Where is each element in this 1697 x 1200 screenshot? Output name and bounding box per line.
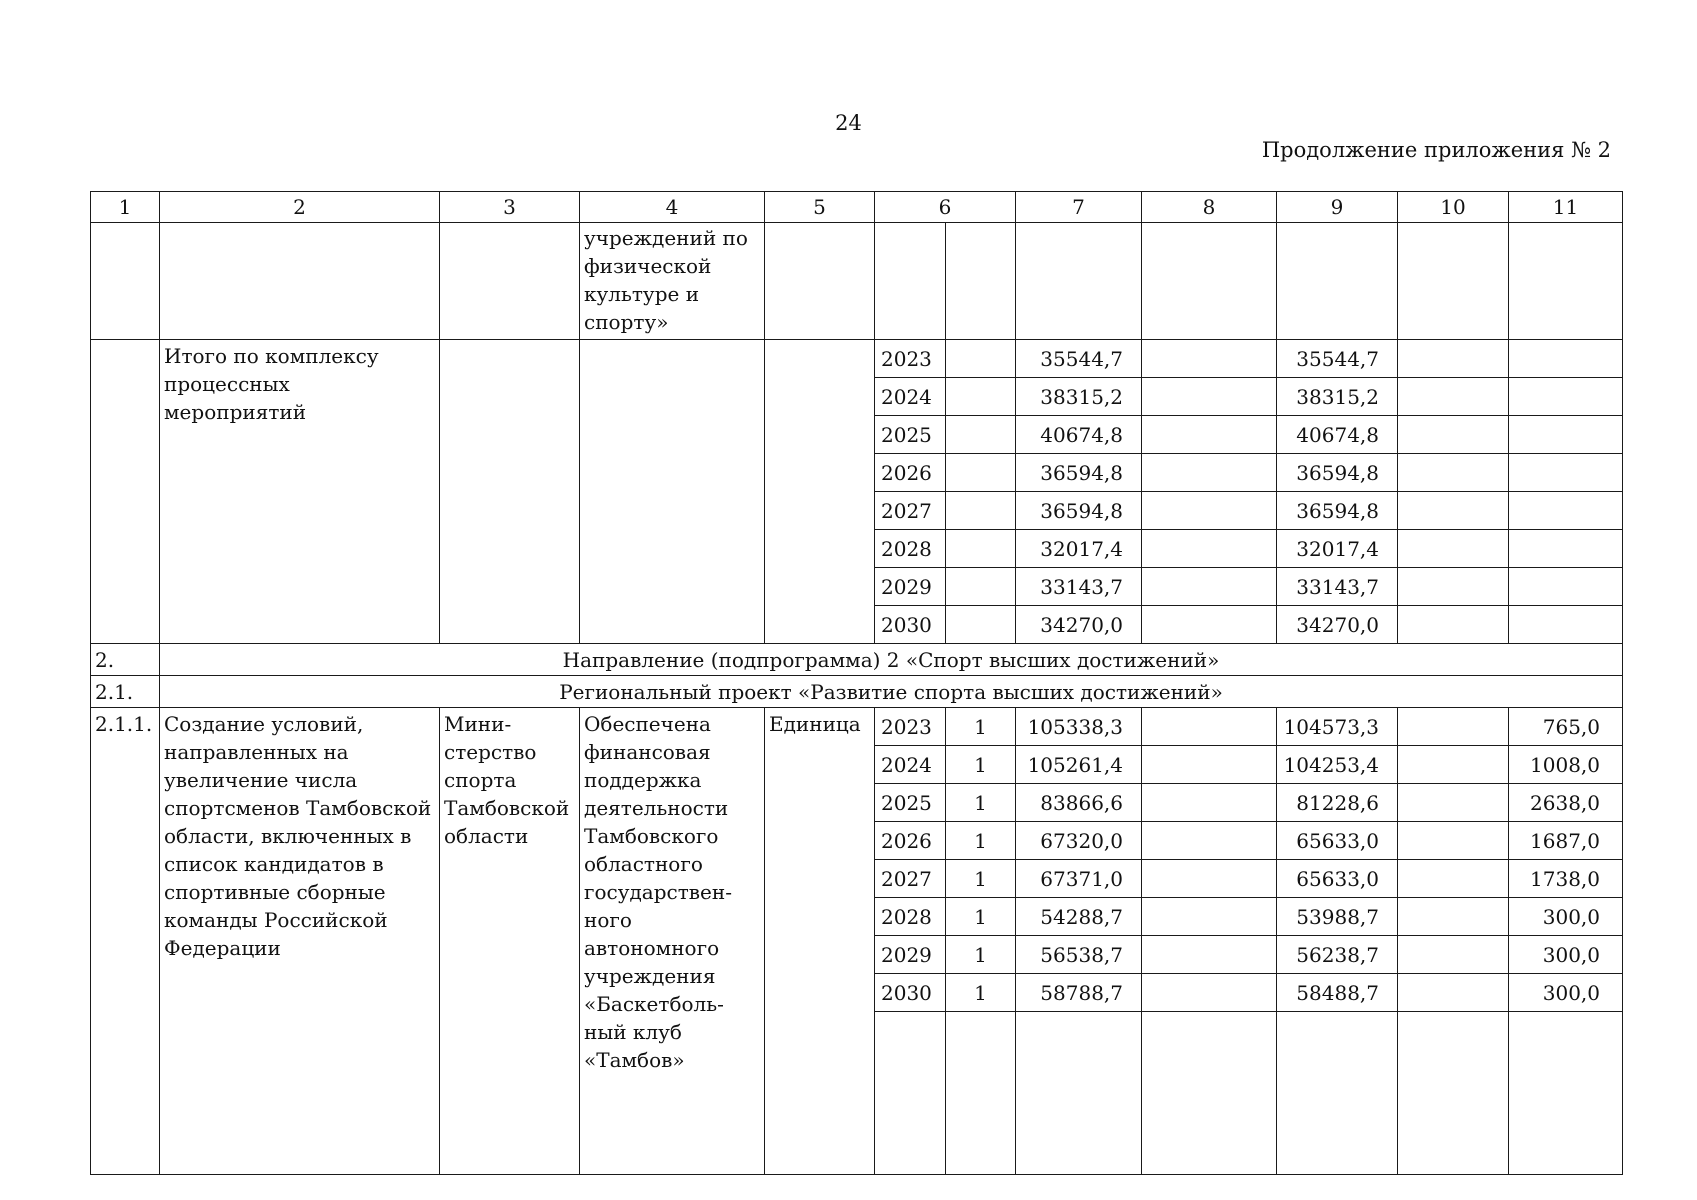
section-row	[91, 676, 1623, 708]
value-cell: 35544,7	[1277, 340, 1398, 378]
value-cell: 300,0	[1509, 974, 1623, 1012]
section-number: 2.1.	[91, 676, 160, 708]
indicator-value: 1	[946, 898, 1016, 936]
value-cell: 40674,8	[1277, 416, 1398, 454]
header-cell: 9	[1277, 192, 1398, 223]
appendix-note: Продолжение приложения № 2	[1261, 138, 1611, 162]
value-cell: 35544,7	[1016, 340, 1142, 378]
indicator-value: 1	[946, 936, 1016, 974]
year-cell: 2025	[875, 784, 946, 822]
page-number: 24	[835, 111, 862, 135]
year-cell: 2025	[875, 416, 946, 454]
value-cell: 104253,4	[1277, 746, 1398, 784]
value-cell: 56238,7	[1277, 936, 1398, 974]
item-executor: Мини-стерство спорта Тамбовской области	[440, 708, 580, 1175]
value-cell: 36594,8	[1016, 454, 1142, 492]
value-cell: 58488,7	[1277, 974, 1398, 1012]
year-cell: 2023	[875, 708, 946, 746]
value-cell: 38315,2	[1016, 378, 1142, 416]
value-cell: 1687,0	[1509, 822, 1623, 860]
value-cell: 36594,8	[1277, 454, 1398, 492]
year-cell: 2026	[875, 454, 946, 492]
value-cell: 300,0	[1509, 898, 1623, 936]
year-cell: 2030	[875, 606, 946, 644]
year-cell: 2028	[875, 530, 946, 568]
year-cell: 2030	[875, 974, 946, 1012]
item-result: Обеспечена финансовая поддержка деятельности Тамбовского областного государствен-ного автономного учреждения «Баскетболь-ный клуб «Тамбов»	[580, 708, 765, 1175]
value-cell: 81228,6	[1277, 784, 1398, 822]
value-cell: 34270,0	[1016, 606, 1142, 644]
item-name: Создание условий, направленных на увеличение числа спортсменов Тамбовской области, включенных в список кандидатов в спортивные сборные команды Российской Федерации	[160, 708, 440, 1175]
year-cell: 2027	[875, 860, 946, 898]
continuation-row	[91, 223, 1623, 340]
header-cell: 2	[160, 192, 440, 223]
header-cell: 3	[440, 192, 580, 223]
value-cell: 56538,7	[1016, 936, 1142, 974]
indicator-value: 1	[946, 746, 1016, 784]
item-number: 2.1.1.	[91, 708, 160, 1175]
total-row	[91, 340, 1623, 378]
value-cell: 54288,7	[1016, 898, 1142, 936]
indicator-value: 1	[946, 822, 1016, 860]
item-unit: Единица	[765, 708, 875, 1175]
section-title: Региональный проект «Развитие спорта высших достижений»	[160, 676, 1623, 708]
value-cell: 36594,8	[1277, 492, 1398, 530]
year-cell: 2026	[875, 822, 946, 860]
year-cell: 2029	[875, 568, 946, 606]
indicator-value: 1	[946, 708, 1016, 746]
year-cell: 2029	[875, 936, 946, 974]
value-cell: 65633,0	[1277, 822, 1398, 860]
section-row	[91, 644, 1623, 676]
value-cell: 765,0	[1509, 708, 1623, 746]
value-cell: 2638,0	[1509, 784, 1623, 822]
budget-table	[90, 191, 1623, 1175]
header-cell: 7	[1016, 192, 1142, 223]
value-cell: 105338,3	[1016, 708, 1142, 746]
value-cell: 33143,7	[1016, 568, 1142, 606]
total-label: Итого по комплексу процессных мероприятий	[160, 340, 440, 644]
indicator-value: 1	[946, 784, 1016, 822]
section-number: 2.	[91, 644, 160, 676]
indicator-value: 1	[946, 974, 1016, 1012]
value-cell: 38315,2	[1277, 378, 1398, 416]
header-cell: 11	[1509, 192, 1623, 223]
header-cell: 1	[91, 192, 160, 223]
value-cell: 34270,0	[1277, 606, 1398, 644]
value-cell: 33143,7	[1277, 568, 1398, 606]
value-cell: 67371,0	[1016, 860, 1142, 898]
value-cell: 83866,6	[1016, 784, 1142, 822]
year-cell: 2027	[875, 492, 946, 530]
value-cell: 104573,3	[1277, 708, 1398, 746]
year-cell: 2024	[875, 746, 946, 784]
value-cell: 65633,0	[1277, 860, 1398, 898]
value-cell: 1738,0	[1509, 860, 1623, 898]
header-cell: 4	[580, 192, 765, 223]
value-cell: 40674,8	[1016, 416, 1142, 454]
year-cell: 2024	[875, 378, 946, 416]
value-cell: 36594,8	[1016, 492, 1142, 530]
value-cell: 32017,4	[1277, 530, 1398, 568]
value-cell: 300,0	[1509, 936, 1623, 974]
value-cell: 32017,4	[1016, 530, 1142, 568]
value-cell: 67320,0	[1016, 822, 1142, 860]
value-cell: 58788,7	[1016, 974, 1142, 1012]
section-title: Направление (подпрограмма) 2 «Спорт высших достижений»	[160, 644, 1623, 676]
value-cell: 105261,4	[1016, 746, 1142, 784]
value-cell: 53988,7	[1277, 898, 1398, 936]
header-cell: 5	[765, 192, 875, 223]
header-cell: 10	[1398, 192, 1509, 223]
year-cell: 2023	[875, 340, 946, 378]
continuation-text: учреждений по физической культуре и спорту»	[580, 223, 765, 340]
item-row	[91, 708, 1623, 746]
year-cell: 2028	[875, 898, 946, 936]
header-cell: 8	[1142, 192, 1277, 223]
value-cell: 1008,0	[1509, 746, 1623, 784]
header-row	[91, 192, 1623, 223]
header-cell: 6	[875, 192, 1016, 223]
indicator-value: 1	[946, 860, 1016, 898]
